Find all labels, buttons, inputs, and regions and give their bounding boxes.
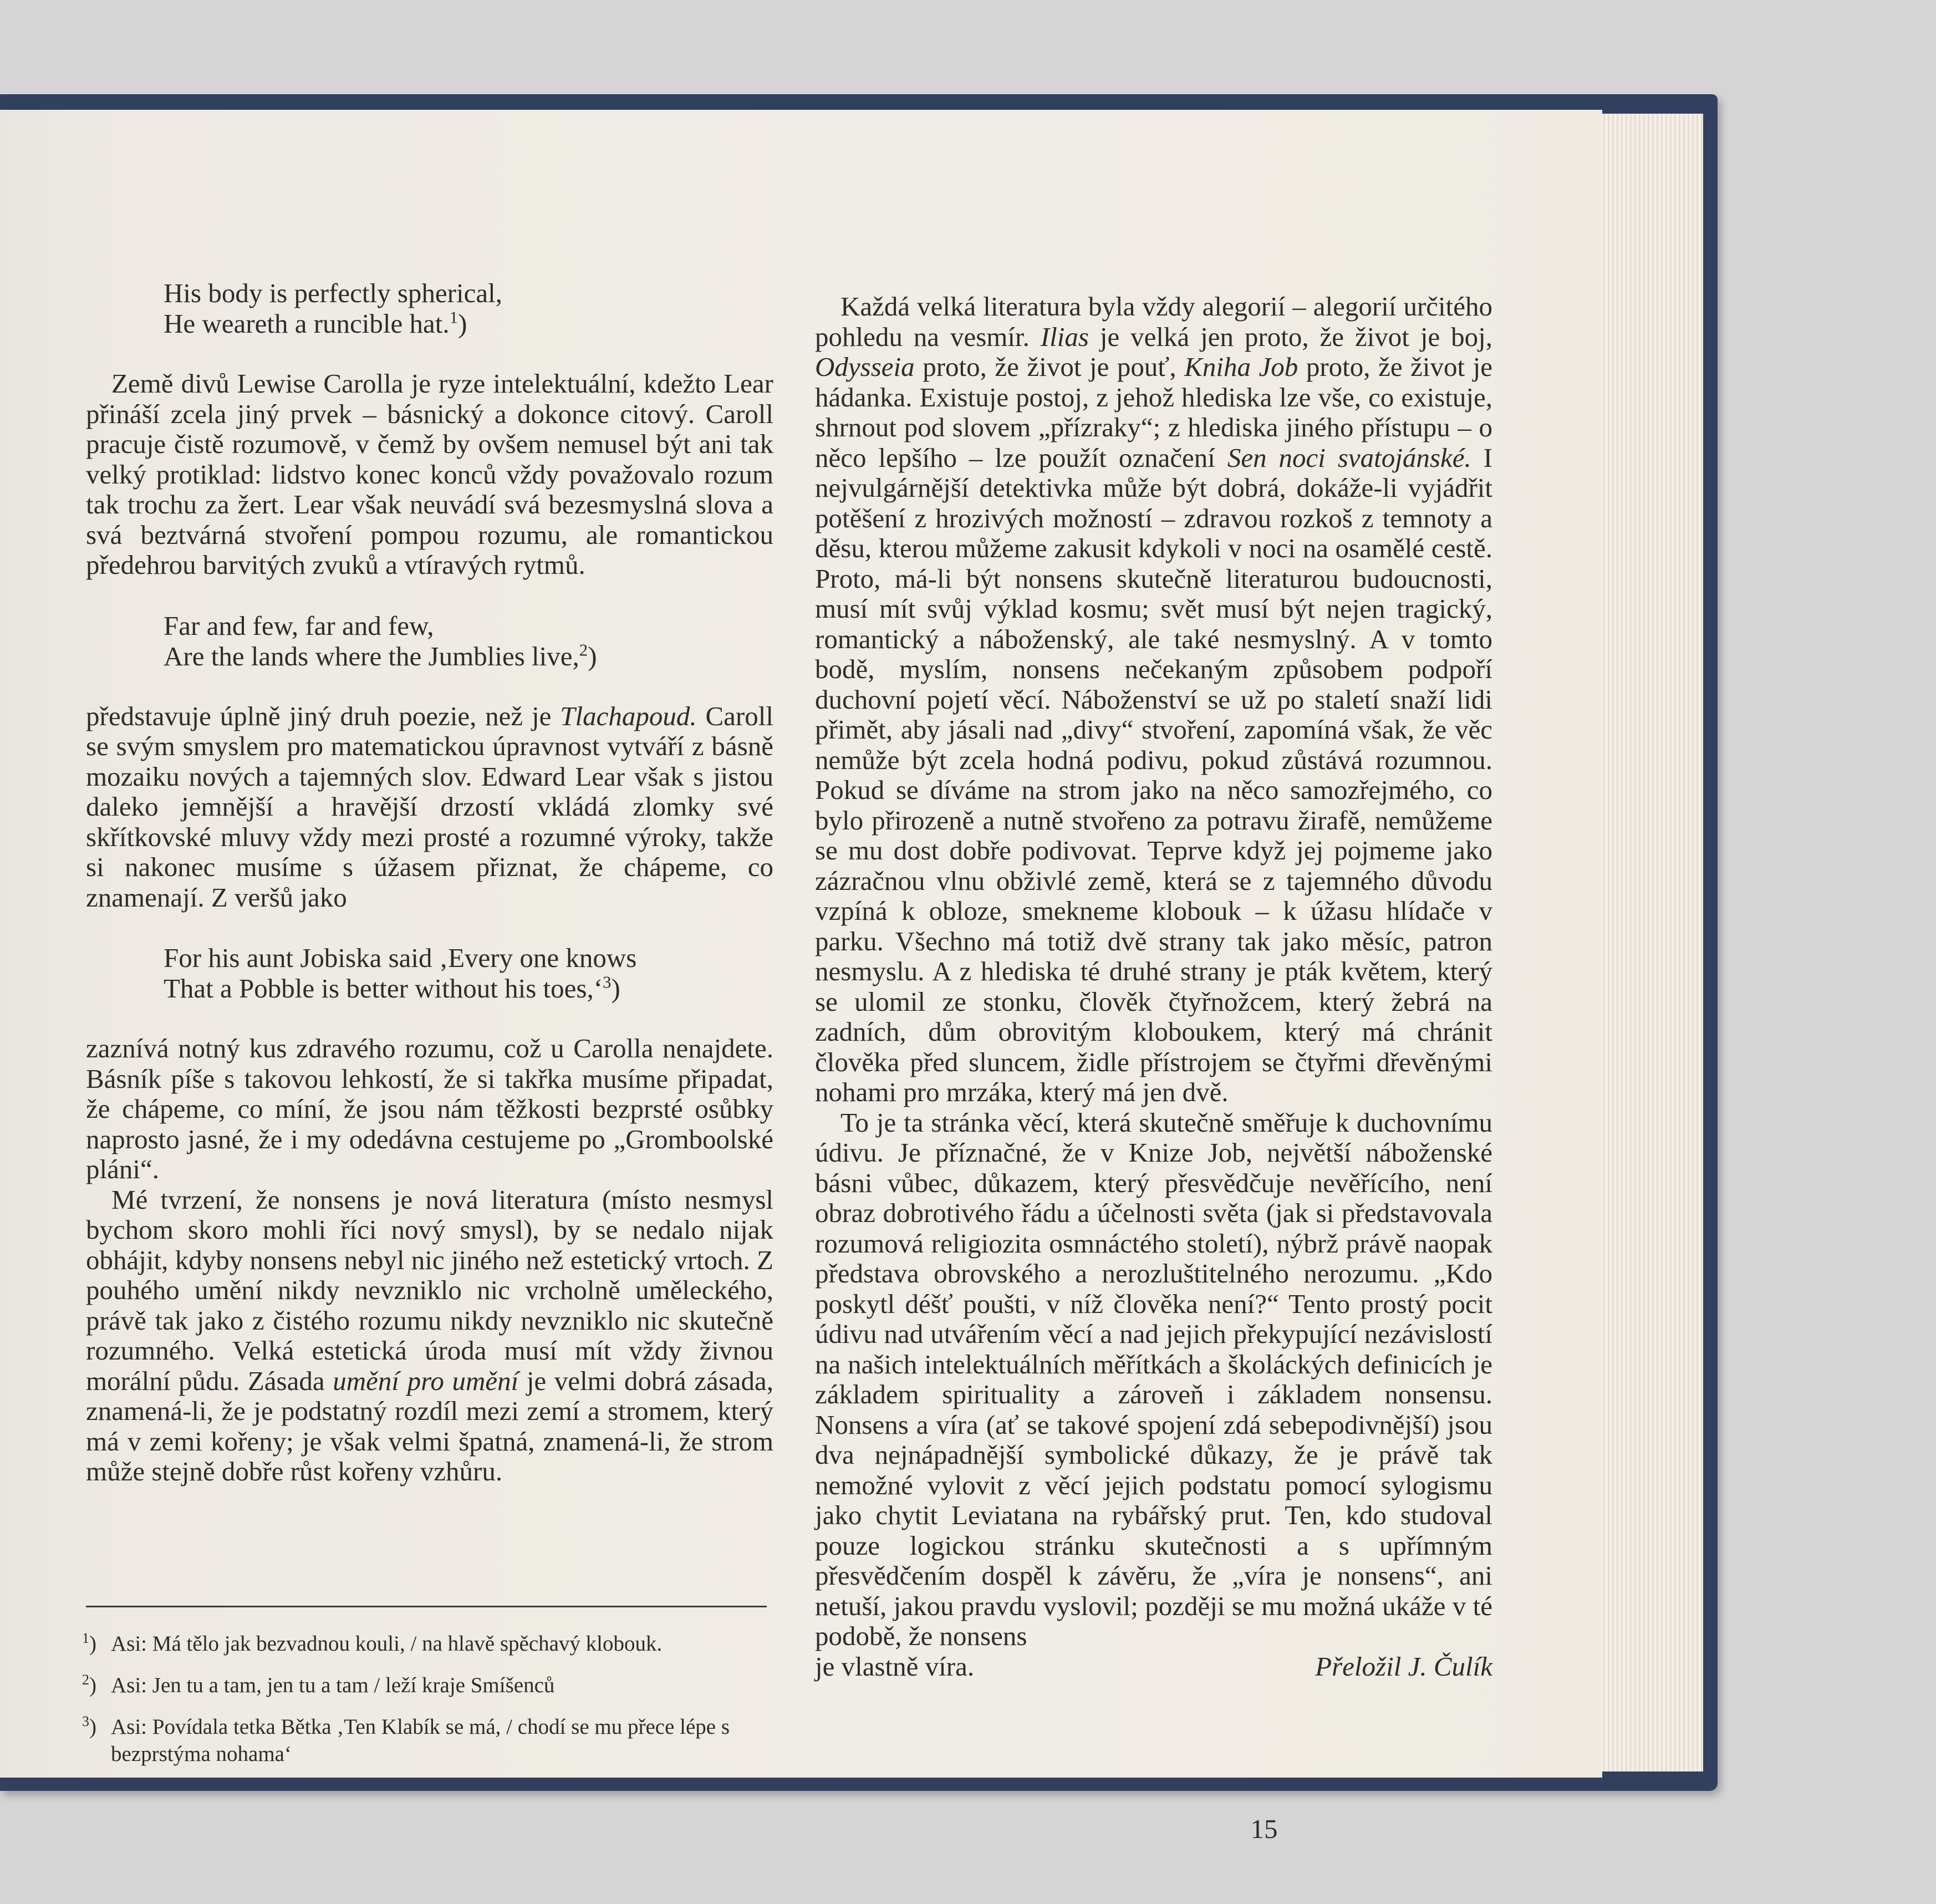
footnotes: [82, 1625, 770, 1776]
footnote-mark: 3: [82, 1713, 89, 1729]
paragraph: To je ta stránka věcí, která skutečně směřuje k duchovnímu údivu. Je příznačné, že v Knize Job, největší náboženské básni vůbec, důkazem, který přesvědčuje nevěřícího, není obraz dobrotivého řádu a účelnosti světa (jak si představovala rozumová religiozita osmnáctého století), nýbrž právě naopak představa obrovského a nerozluštitelného nerozumu. „Kdo poskytl déšť poušti, v níž člověka není?“ Tento prostý pocit údivu nad utvářením věcí a nad jejich překypující nezávislostí na našich intelektuálních měřítkách a školáckých definicích je základem spirituality a zároveň i základem nonsensu. Nonsens a víra (ať se takové spojení zdá sebepodivnější) jsou dva nejnápadnější symbolické důkazy, že je právě tak nemožné vylovit z věcí jejich podstatu pomocí sylogismu jako chytit Leviatana na rybářský prut. Ten, kdo studoval pouze logickou stránku skutečnosti a s upřímným přesvědčením dospěl k závěru, že „víra je nonsens“, ani netuší, jakou pravdu vyslovil; později se mu možná ukáže v té podobě, že nonsens: [815, 1107, 1492, 1651]
footnote-ref: 2: [579, 640, 588, 660]
paragraph: zaznívá notný kus zdravého rozumu, což u Carolla nenajdete. Básník píše s takovou lehkostí, že si takřka musíme připadat, že chápeme, co míní, že jsou nám těžkosti bezprsté osůbky naprosto jasné, že i my odedávna cestujeme po „Gromboolské pláni“.: [86, 1033, 773, 1184]
right-column: [815, 292, 1492, 1682]
paragraph: Mé tvrzení, že nonsens je nová literatura (místo nesmysl bychom skoro mohli říci nový smysl), by se nedalo nijak obhájit, kdyby nonsens nebyl nic jiného než estetický vrtoch. Z pouhého umění nikdy nevzniklo nic vrcholně uměleckého, právě tak jako z čistého rozumu nikdy nevzniklo nic skutečně rozumného. Velká estetická úroda musí mít vždy živnou morální půdu. Zásada umění pro umění je velmi dobrá zásada, znamená-li, že je podstatný rozdíl mezi zemí a stromem, který má v zemi kořeny; je však velmi špatná, znamená-li, že strom může stejně dobře růst kořeny vzhůru.: [86, 1184, 774, 1486]
footnote: $^2$) Asi: Jen tu a tam, jen tu a tam / leží kraje Smíšenců: [82, 1672, 555, 1697]
poem-line: Far and few, far and few,: [164, 610, 434, 641]
poem-quote-2: [164, 610, 773, 671]
paragraph: představuje úplně jiný druh poezie, než je Tlachapoud. Caroll se svým smyslem pro matematickou úpravnost vytváří z básně mozaiku nových a tajemných slov. Edward Lear však s jistou daleko jemnější a hravější drzostí vkládá zlomky své skřítkovské mluvy vždy mezi prosté a rozumné výroky, takže si nakonec musíme s úžasem přiznat, že chápeme, co znamenají. Z veršů jako: [86, 700, 773, 913]
poem-line: For his aunt Jobiska said ‚Every one knows: [164, 943, 637, 973]
poem-line: Are the lands where the Jumblies live,$^2$): [164, 640, 597, 671]
poem-quote-1: [164, 278, 773, 339]
left-column: [86, 278, 773, 1487]
italic-title: Ilias: [1040, 321, 1089, 352]
footnote-divider: [86, 1606, 767, 1607]
poem-line: He weareth a runcible hat.$^1$): [164, 307, 467, 339]
paragraph: Země divů Lewise Carolla je ryze intelektuální, kdežto Lear přináší zcela jiný prvek – básnický a dokonce citový. Caroll pracuje čistě rozumově, v čemž by ovšem nemusel být ani tak velký protiklad: lidstvo konec konců vždy považovalo rozum tak trochu za žert. Lear však neuvádí svá bezesmyslná slova a svá beztvárná stvoření pompou rozumu, ale romantickou předehrou barvitých zvuků a vtíravých rytmů.: [86, 368, 773, 580]
footnote-ref: 3: [603, 972, 612, 992]
poem-line: His body is perfectly spherical,: [164, 278, 502, 308]
page-number: 15: [1250, 1814, 1278, 1844]
closing-text: je vlastně víra.: [815, 1651, 975, 1682]
paragraph: Každá velká literatura byla vždy alegorií – alegorií určitého pohledu na vesmír. Ilias je velká jen proto, že život je boj, Odysseia proto, že život je pouť, Kniha Job proto, že život je hádanka. Existuje postoj, z jehož hlediska lze vše, co existuje, shrnout pod slovem „přízraky“; z hlediska jiného přístupu – o něco lepšího – lze použít označení Sen noci svatojánské. I nejvulgárnější detektivka může být dobrá, dokáže-li vyjádřit potěšení z hrozivých možností – zdravou rozkoš z temnoty a děsu, kterou můžeme zakusit kdykoli v noci na osamělé cestě. Proto, má-li být nonsens skutečně literaturou budoucnosti, musí mít svůj výklad kosmu; svět musí být nejen tragický, romantický a náboženský, ale také nesmyslný. A v tomto bodě, myslím, nonsens nečekaným způsobem podpoří duchovní pojetí věcí. Náboženství se už po staletí snaží lidi přimět, aby jásali nad „divy“ stvoření, zapomíná však, že věc nemůže být zcela hodná podivu, pokud zůstává rozumnou. Pokud se díváme na strom jako na něco samozřejmého, co bylo přirozeně a nutně stvořeno za potravu žirafě, nemůžeme se mu dost dobře podivovat. Teprve když jej pojmeme jako zázračnou vlnu obživlé země, která se z tajemného důvodu vzpíná k obloze, smekneme klobouk – k úžasu hlídače v parku. Všechno má totiž dvě strany tak jako měsíc, patron nesmyslu. A z hlediska té druhé strany je pták květem, který se ulomil ze stonku, člověk čtyřnožcem, který žebrá na zadních, dům obrovitým kloboukem, který má chránit člověka před sluncem, židle přístrojem se čtyřmi dřevěnými nohami pro mrzáka, který má jen dvě.: [815, 291, 1493, 1107]
book-page: [0, 110, 1602, 1844]
italic-title: Kniha Job: [1184, 352, 1298, 382]
footnote-mark: 2: [82, 1672, 89, 1688]
closing-line: [815, 1652, 1492, 1682]
poem-quote-3: [164, 943, 773, 1004]
italic-phrase: umění pro umění: [333, 1365, 519, 1396]
translator-credit: Přeložil J. Čulík: [1315, 1651, 1492, 1682]
footnote-mark: 1: [82, 1630, 89, 1646]
footnote: $^3$) Asi: Povídala tetka Bětka ‚Ten Klabík se má, / chodí se mu přece lépe s bezprstýma nohama‘: [82, 1713, 730, 1766]
footnote: $^1$) Asi: Má tělo jak bezvadnou kouli, / na hlavě spěchavý klobouk.: [82, 1630, 663, 1656]
italic-title: Odysseia: [815, 352, 915, 382]
poem-line: That a Pobble is better without his toes,‘$^3$): [164, 972, 620, 1004]
italic-title: Sen noci svatojánské.: [1227, 442, 1471, 473]
footnote-ref: 1: [449, 307, 458, 327]
italic-title: Tlachapoud.: [560, 700, 697, 731]
page-edges: [1599, 114, 1703, 1771]
